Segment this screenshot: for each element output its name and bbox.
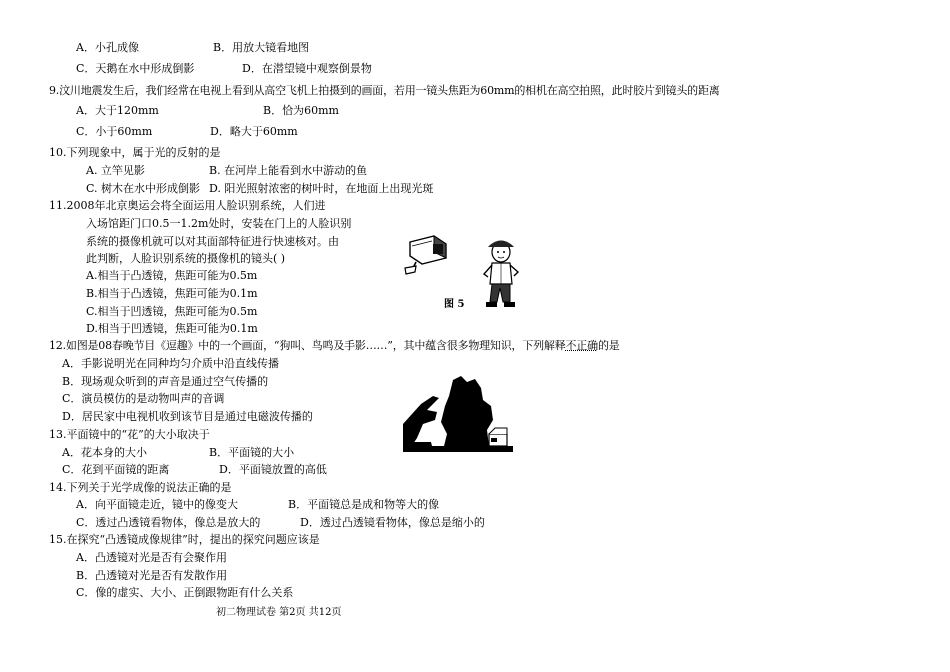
q12-option-a: A．手影说明光在同种均匀介质中沿直线传播 [62, 357, 279, 370]
q13-option-d: D．平面镜放置的高低 [219, 463, 327, 476]
q15-option-c: C．像的虚实、大小、正倒跟物距有什么关系 [76, 586, 294, 599]
q13-option-a: A．花本身的大小 [62, 446, 147, 459]
figure-5-camera-person [400, 230, 530, 315]
q11-option-d: D.相当于凹透镜，焦距可能为0.1m [86, 322, 258, 335]
q9-option-b: B．恰为60mm [263, 104, 339, 117]
q12-option-d: D．居民家中电视机收到该节目是通过电磁波传播的 [62, 410, 313, 423]
q8-option-c: C．天鹅在水中形成倒影 [76, 62, 195, 75]
q8-option-b: B．用放大镜看地图 [213, 41, 310, 54]
q11-stem-line4: 此判断，人脸识别系统的摄像机的镜头( ) [86, 252, 286, 265]
q15-option-a: A．凸透镜对光是否有会聚作用 [76, 551, 227, 564]
q10-option-a: A. 立竿见影 [86, 164, 145, 177]
figure-5-caption: 图 5 [444, 299, 465, 310]
q8-option-a: A．小孔成像 [76, 41, 139, 54]
q14-option-d: D．透过凸透镜看物体，像总是缩小的 [300, 516, 485, 529]
q12-stem [49, 339, 620, 353]
q10-stem: 10.下列现象中，属于光的反射的是 [49, 146, 221, 159]
q11-option-c: C.相当于凹透镜，焦距可能为0.5m [86, 305, 258, 318]
q11-stem-line1: 11.2008年北京奥运会将全面运用人脸识别系统，人们进 [49, 199, 326, 212]
camera-icon [405, 236, 446, 274]
q14-option-b: B．平面镜总是成和物等大的像 [288, 498, 440, 511]
q12-option-b: B．现场观众听到的声音是通过空气传播的 [62, 375, 269, 388]
q11-option-a: A.相当于凸透镜，焦距可能为0.5m [86, 269, 258, 282]
q12-option-c: C．演员模仿的是动物叫声的音调 [62, 392, 225, 405]
q9-option-a: A．大于120mm [76, 104, 159, 117]
q13-option-c: C．花到平面镜的距离 [62, 463, 170, 476]
q12-stem-after: 的是 [597, 339, 620, 352]
q14-option-c: C．透过凸透镜看物体，像总是放大的 [76, 516, 261, 529]
q14-option-a: A．向平面镜走近，镜中的像变大 [76, 498, 238, 511]
q11-stem-line3: 系统的摄像机就可以对其面部特征进行快速核对。由 [86, 235, 339, 248]
hand-shadow-picture [403, 376, 513, 452]
q10-option-c: C. 树木在水中形成倒影 [86, 182, 201, 195]
q9-option-d: D．略大于60mm [210, 125, 298, 138]
q10-option-d: D. 阳光照射浓密的树叶时，在地面上出现光斑 [209, 182, 434, 195]
q9-stem: 9.汶川地震发生后，我们经常在电视上看到从高空飞机上拍摄到的画面，若用一镜头焦距为60mm的相机在高空拍照，此时胶片到镜头的距离 [49, 84, 720, 97]
q12-stem-emphasis: 不正确 [565, 339, 598, 352]
person-icon [484, 241, 518, 308]
q15-option-b: B．凸透镜对光是否有发散作用 [76, 569, 228, 582]
q10-option-b: B. 在河岸上能看到水中游动的鱼 [209, 164, 368, 177]
q8-option-d: D．在潜望镜中观察倒景物 [242, 62, 372, 75]
q12-stem-before: 12.如图是08春晚节目《逗趣》中的一个画面，“狗叫、鸟鸣及手影……”，其中蕴含很多物理知识，下列解释 [49, 339, 566, 352]
q11-stem-line2: 入场馆距门口0.5一1.2m处时，安装在门上的人脸识别 [86, 217, 352, 230]
q14-stem: 14.下列关于光学成像的说法正确的是 [49, 481, 232, 494]
q9-option-c: C．小于60mm [76, 125, 153, 138]
q11-option-b: B.相当于凸透镜，焦距可能为0.1m [86, 287, 258, 300]
q13-stem: 13.平面镜中的“花”的大小取决于 [49, 428, 210, 441]
q13-option-b: B．平面镜的大小 [209, 446, 295, 459]
q15-stem: 15.在探究“凸透镜成像规律”时，提出的探究问题应该是 [49, 533, 320, 546]
page-footer: 初二物理试卷 第2页 共12页 [216, 607, 342, 618]
